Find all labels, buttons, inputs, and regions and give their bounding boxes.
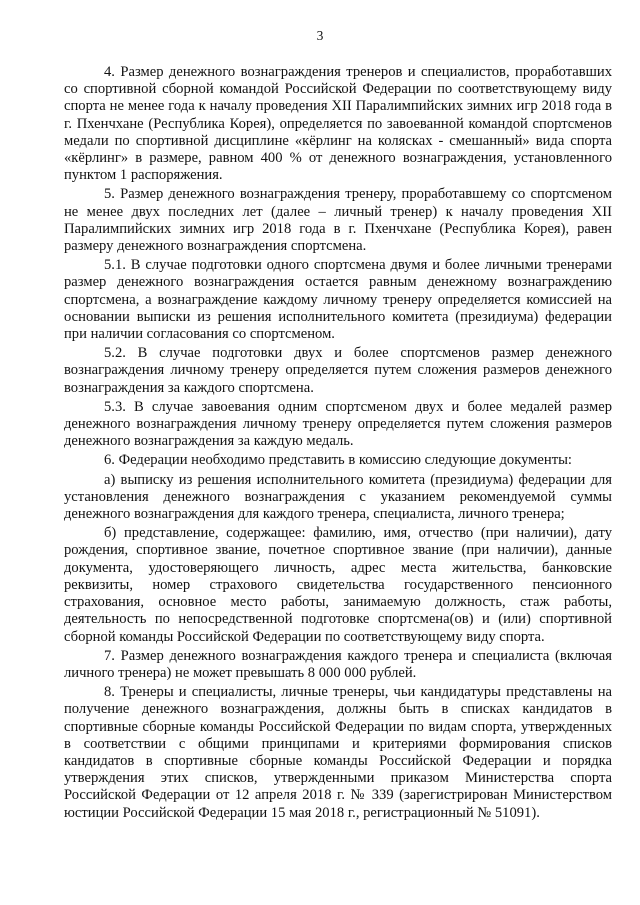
paragraph-8: 8. Тренеры и специалисты, личные тренеры, чьи кандидатуры представлены на получение денежного вознаграждения, должны быть в списках кандидатов в спортивные сборные команды Российской Федерации по видам спорта, утвержденных в соответствии с общими принципами и критериями формирования списков кандидатов в спортивные сборные команды Российской Федерации и порядка утверждения этих списков, утвержденными приказом Министерства спорта Российской Федерации от 12 апреля 2018 г. № 339 (зарегистрирован Министерством юстиции Российской Федерации 15 мая 2018 г., регистрационный № 51091). [64,684,612,821]
page-number: 3 [316,28,324,43]
paragraph-5-2: 5.2. В случае подготовки двух и более спортсменов размер денежного вознаграждения личному тренеру определяется путем сложения размеров денежного вознаграждения за каждого спортсмена. [64,345,612,396]
paragraph-6-a: а) выписку из решения исполнительного комитета (президиума) федерации для установления денежного вознаграждения с указанием рекомендуемой суммы денежного вознаграждения для каждого тренера, специалиста, личного тренера; [64,471,612,523]
paragraph-6: 6. Федерации необходимо представить в комиссию следующие документы: [104,452,572,469]
paragraph-5: 5. Размер денежного вознаграждения тренеру, проработавшему со спортсменом не менее двух последних лет (далее – личный тренер) к началу проведения XII Паралимпийских зимних игр 2018 года в г. Пхенчхане (Республика Корея), равен размеру денежного вознаграждения спортсмена. [64,186,612,255]
document-body [64,64,612,824]
paragraph-5-3: 5.3. В случае завоевания одним спортсменом двух и более медалей размер денежного вознаграждения личному тренеру определяется путем сложения размеров денежного вознаграждения за каждую медаль. [64,398,612,450]
paragraph-5-1: 5.1. В случае подготовки одного спортсмена двумя и более личными тренерами размер денежного вознаграждения остается равным денежному вознаграждению спортсмена, а вознаграждение каждому личному тренеру определяется комиссией на основании выписки из решения исполнительного комитета (президиума) федерации при наличии согласования со спортсменом. [64,257,612,343]
paragraph-6-b: б) представление, содержащее: фамилию, имя, отчество (при наличии), дату рождения, спортивное звание, почетное спортивное звание (при наличии), данные документа, удостоверяющего личность, адрес места жительства, банковские реквизиты, номер страхового свидетельства государственного пенсионного страхования, основное место работы, занимаемую должность, стаж работы, деятельность по непосредственной подготовке спортсмена(ов) и (или) спортивной сборной команды Российской Федерации по соответствующему виду спорта. [64,525,612,645]
paragraph-4: 4. Размер денежного вознаграждения тренеров и специалистов, проработавших со спортивной сборной командой Российской Федерации по соответствующему виду спорта не менее года к началу проведения XII Паралимпийских зимних игр 2018 года в г. Пхенчхане (Республика Корея), определяется по завоеванной командой спортсменов медали по спортивной дисциплине «кёрлинг на колясках - смешанный» вида спорта «кёрлинг» в размере, равном 400 % от денежного вознаграждения, установленного пунктом 1 распоряжения. [64,64,612,184]
paragraph-7: 7. Размер денежного вознаграждения каждого тренера и специалиста (включая личного тренера) не может превышать 8 000 000 рублей. [64,647,612,681]
